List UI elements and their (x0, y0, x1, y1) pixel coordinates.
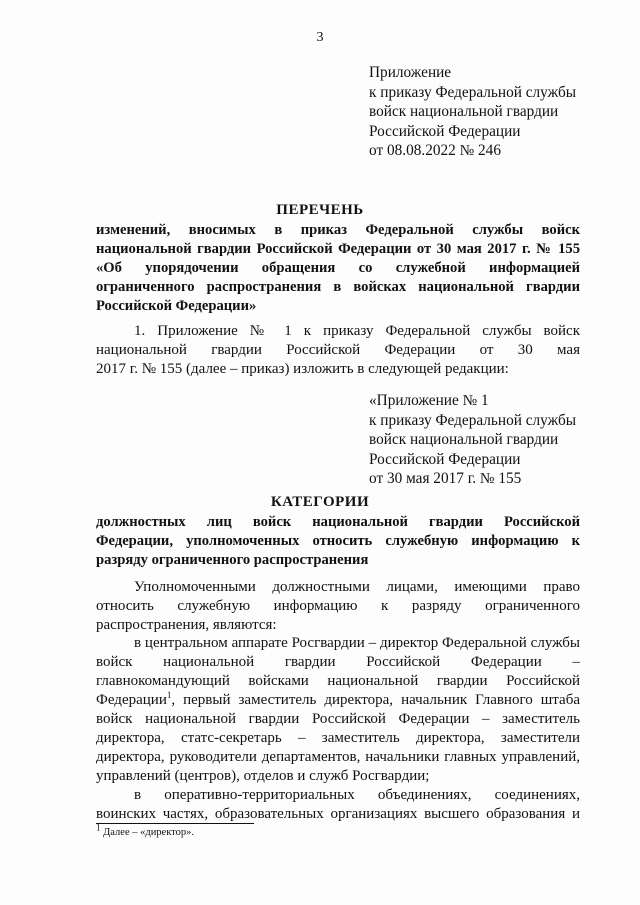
paragraph-line: относить служебную информацию к разряду ограниченного (96, 598, 580, 614)
footnote-divider (96, 823, 254, 824)
paragraph-territorial (96, 786, 580, 824)
paragraph-line: главнокомандующий войсками национальной гвардии Российской (96, 673, 580, 689)
subtitle-line: «Об упорядочении обращения со служебной информацией (96, 260, 580, 276)
paragraph-line: войск национальной гвардии Российской Федерации – заместитель (96, 711, 580, 727)
annex-header (369, 63, 629, 161)
paragraph-line: Уполномоченными должностными лицами, имеющими право (134, 579, 580, 595)
paragraph-line: директора, статс-секретарь – заместитель директора, заместители (96, 730, 580, 746)
annex-quote (369, 391, 629, 489)
categories-title: КАТЕГОРИИ (270, 494, 370, 510)
annex-quote-line: войск национальной гвардии (369, 431, 559, 448)
footnote-reference: 1 (166, 690, 172, 700)
footnote-mark: 1 (96, 822, 101, 833)
paragraph-line (96, 691, 580, 710)
annex-quote-line: Российской Федерации (369, 450, 521, 468)
subtitle-line: ограниченного распространения в войсках национальной гвардии (96, 279, 580, 295)
paragraph-line: управлений (центров), отделов и служб Росгвардии; (96, 768, 430, 784)
annex-quote-line: «Приложение № 1 (369, 392, 489, 409)
annex-header-line: к приказу Федеральной службы (369, 83, 577, 101)
document-title: ПЕРЕЧЕНЬ (276, 202, 364, 218)
paragraph-line: воинских частях, образовательных организациях высшего образования и (96, 806, 580, 822)
subtitle-line: изменений, вносимых в приказ Федеральной службы войск (96, 222, 580, 238)
annex-quote-line: от 30 мая 2017 г. № 155 (369, 470, 522, 487)
categories-subtitle-line: разряду ограниченного распространения (96, 552, 369, 568)
categories-subtitle-line: Федерации, уполномоченных относить служебную информацию к (96, 533, 580, 549)
page-number: 3 (316, 30, 324, 45)
annex-header-line: Российской Федерации (369, 122, 521, 140)
text-fragment: Федерации (96, 692, 167, 708)
paragraph-line: войск национальной гвардии Российской Федерации – (96, 654, 580, 670)
footnote-text: Далее – «директор». (100, 827, 195, 838)
paragraph-line: в оперативно-территориальных объединениях, соединениях, (134, 787, 580, 803)
paragraph-authorized-persons (96, 578, 580, 635)
paragraph-line: в центральном аппарате Росгвардии – директор Федеральной службы (134, 635, 580, 651)
annex-quote-line: к приказу Федеральной службы (369, 411, 577, 429)
footnote (96, 822, 195, 838)
annex-header-line: от 08.08.2022 № 246 (369, 142, 501, 159)
subtitle-line: Российской Федерации» (96, 298, 257, 314)
annex-header-line: войск национальной гвардии (369, 103, 559, 120)
subtitle-line: национальной гвардии Российской Федерации от 30 мая 2017 г. № 155 (96, 241, 580, 257)
text-fragment: , первый заместитель директора, начальник Главного штаба (171, 692, 580, 708)
paragraph-central-office (96, 634, 580, 786)
intro-line: национальной гвардии Российской Федерации от 30 мая (96, 342, 580, 358)
categories-subtitle (96, 513, 580, 570)
intro-paragraph (96, 322, 580, 379)
annex-header-line: Приложение (369, 64, 452, 81)
categories-subtitle-line: должностных лиц войск национальной гвардии Российской (96, 514, 580, 530)
intro-line: 2017 г. № 155 (далее – приказ) изложить в следующей редакции: (96, 361, 509, 377)
paragraph-line: распространения, являются: (96, 617, 277, 633)
document-subtitle (96, 221, 580, 316)
intro-line: 1. Приложение № 1 к приказу Федеральной службы войск (134, 323, 580, 339)
paragraph-line: директора, руководители департаментов, начальники главных управлений, (96, 749, 580, 765)
